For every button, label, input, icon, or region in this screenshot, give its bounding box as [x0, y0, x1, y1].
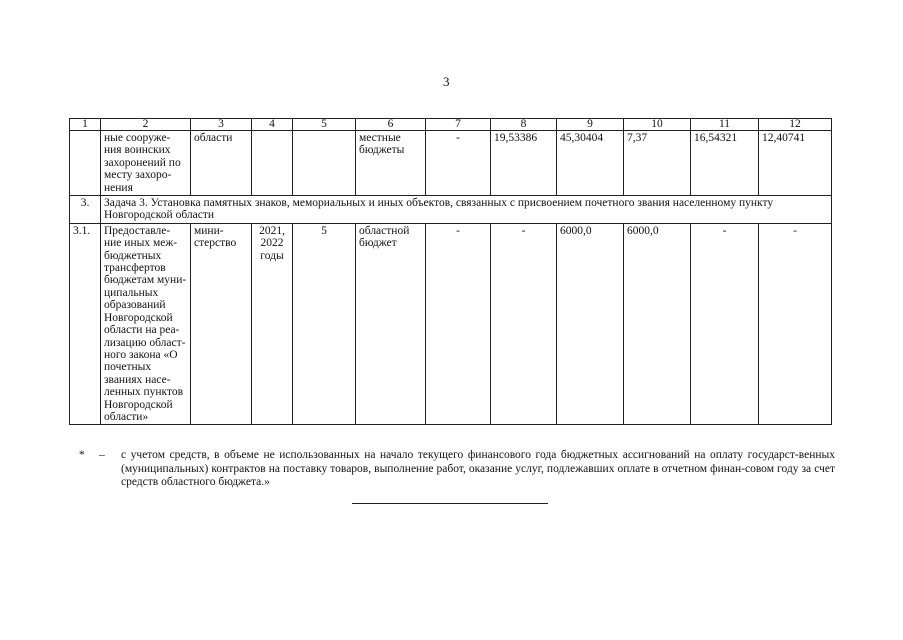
item-name: ные сооруже-ния воинских захоронений по месту захоро-нения	[101, 131, 191, 196]
task-title: Задача 3. Установка памятных знаков, мемориальных и иных объектов, связанных с присвоением почетного звания населенному пункту Новгородской области	[101, 196, 832, 224]
value-col7: -	[426, 131, 491, 196]
header-row	[70, 119, 832, 131]
value-col9: 45,30404	[557, 131, 624, 196]
footnote-mark: *	[79, 449, 85, 461]
value-col9: 6000,0	[557, 223, 624, 425]
executor: области	[191, 131, 252, 196]
executor: мини-стерство	[191, 223, 252, 425]
task-number: 3.	[70, 196, 101, 224]
table-row	[70, 223, 832, 425]
value-col12: -	[759, 223, 832, 425]
value-col12: 12,40741	[759, 131, 832, 196]
row-number: 3.1.	[70, 223, 101, 425]
task-row	[70, 196, 832, 224]
header-cell: 1	[70, 119, 101, 131]
header-cell: 2	[101, 119, 191, 131]
header-cell: 6	[356, 119, 426, 131]
end-rule	[352, 503, 548, 504]
target-indicator: 5	[293, 223, 356, 425]
header-cell: 4	[252, 119, 293, 131]
header-cell: 8	[491, 119, 557, 131]
table-row	[70, 131, 832, 196]
term: 2021, 2022 годы	[252, 223, 293, 425]
header-cell: 3	[191, 119, 252, 131]
target-indicator	[293, 131, 356, 196]
term	[252, 131, 293, 196]
item-name: Предоставле-ние иных меж-бюджетных трансфертов бюджетам муни-ципальных образований Новгородской области на реа-лизацию област-ного закона «О почетных званиях насе-ленных пунктов Новгородской области»	[101, 223, 191, 425]
value-col8: 19,53386	[491, 131, 557, 196]
value-col11: -	[691, 223, 759, 425]
funding-source: местные бюджеты	[356, 131, 426, 196]
value-col11: 16,54321	[691, 131, 759, 196]
footnote-dash: –	[99, 449, 105, 461]
header-cell: 12	[759, 119, 832, 131]
value-col10: 7,37	[624, 131, 691, 196]
header-cell: 11	[691, 119, 759, 131]
value-col7: -	[426, 223, 491, 425]
row-number	[70, 131, 101, 196]
funding-source: областной бюджет	[356, 223, 426, 425]
footnote-text: с учетом средств, в объеме не использованных на начало текущего финансового года бюджетных ассигнований на оплату государст-венных (муниципальных) контрактов на поставку товаров, выполнение работ, оказание услуг, подлежавших оплате в отчетном финан-совом году за счет средств областного бюджета.»	[121, 449, 835, 488]
header-cell: 5	[293, 119, 356, 131]
header-cell: 7	[426, 119, 491, 131]
page-number: 3	[443, 74, 450, 89]
header-cell: 10	[624, 119, 691, 131]
value-col10: 6000,0	[624, 223, 691, 425]
value-col8: -	[491, 223, 557, 425]
budget-table	[69, 118, 832, 425]
header-cell: 9	[557, 119, 624, 131]
